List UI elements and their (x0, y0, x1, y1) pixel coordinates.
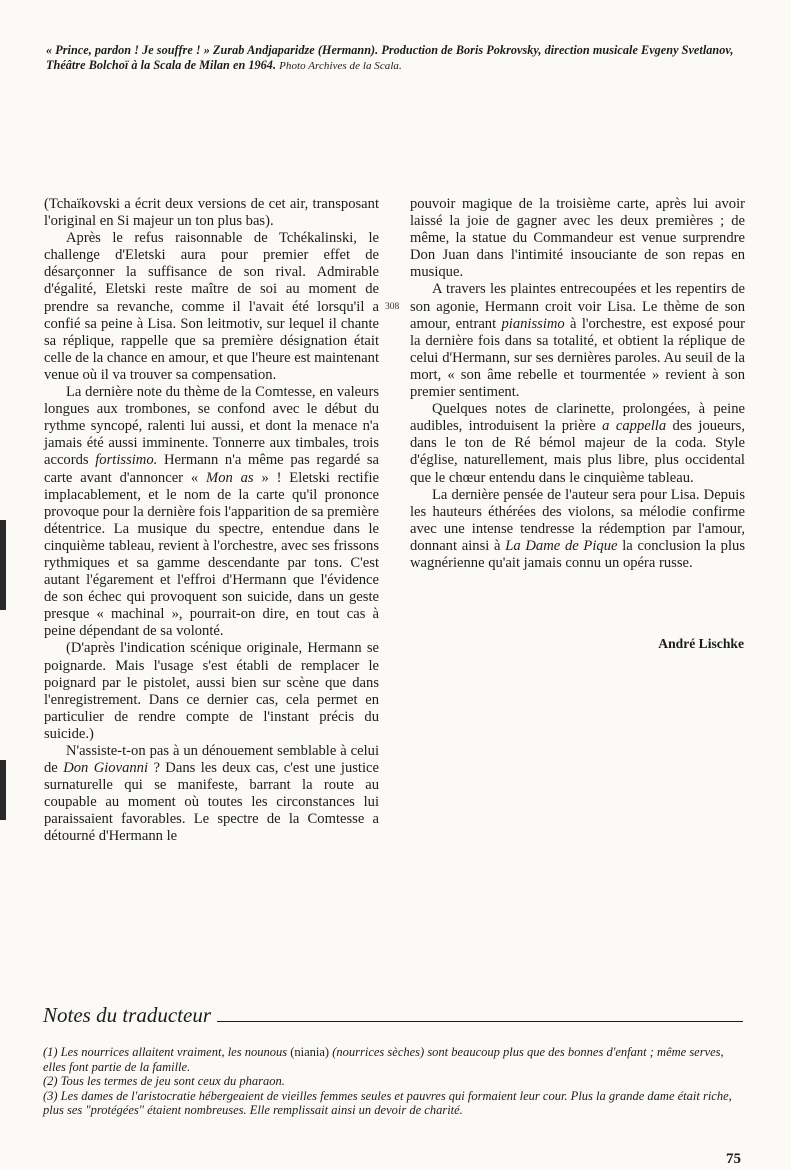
notes-title: Notes du traducteur (43, 1003, 211, 1027)
paragraph: La dernière note du thème de la Comtesse, en valeurs longues aux trombones, se confond avec le début du rythme syncopé, ralenti lui aussi, et dont la menace n'a jamais été aussi imminente. Tonnerre aux timbales, trois accords fortissimo. Hermann n'a même pas regardé sa carte avant d'annoncer « Mon as » ! Eletski rectifie implacablement, et le nom de la carte qu'il prononce provoque pour la dernière fois l'apparition de sa première détentrice. La musique du spectre, entendue dans le cinquième tableau, revient à l'orchestre, avec ses frissons rythmiques et sa gamme descendante par tons. C'est autant l'égarement et l'effroi d'Hermann que l'évidence de son échec qui provoquent son suicide, dans un geste presque « machinal », pourrait-on dire, en tout cas à peine dépendant de sa volonté. (44, 384, 379, 640)
paragraph: (Tchaïkovski a écrit deux versions de cet air, transposant l'original en Si majeur un ton plus bas). (44, 196, 379, 230)
paragraph: Après le refus raisonnable de Tchékalinski, le challenge d'Eletski aura pour premier effet de désarçonner la suffisance de son rival. Admirable d'égalité, Eletski reste maître de soi au moment de prendre sa revanche, comme il l'avait été lorsqu'il a confié sa peine à Lisa. Son leitmotiv, sur lequel il chante sa réplique, rappelle que sa première désignation était celle de la chance en amour, et que l'heure est maintenant venue où il va trouver sa compensation. (44, 230, 379, 383)
translator-notes (43, 1045, 740, 1118)
page-edge-mark (0, 760, 6, 820)
note-item: (1) Les nourrices allaitent vraiment, les nounous (niania) (nourrices sèches) sont beaucoup plus que des bonnes d'enfant ; même serves, elles font partie de la famille. (43, 1045, 724, 1074)
heading-rule (217, 1021, 743, 1022)
author-signature: André Lischke (658, 636, 744, 651)
paragraph: N'assiste-t-on pas à un dénouement semblable à celui de Don Giovanni ? Dans les deux cas, c'est une justice surnaturelle qui se manifeste, barrant la route au coupable au moment où toutes les circonstances lui paraissaient favorables. Le spectre de la Comtesse a détourné d'Hermann le (44, 743, 379, 845)
paragraph: pouvoir magique de la troisième carte, après lui avoir laissé la joie de gagner avec les deux premières ; de même, la statue du Commandeur est venue surprendre Don Juan dans l'intimité insouciante de son repas en musique. (410, 196, 745, 281)
photo-caption (46, 43, 736, 73)
paragraph: A travers les plaintes entrecoupées et les repentirs de son agonie, Hermann croit voir Lisa. Le thème de son amour, entrant pianissimo à l'orchestre, est exposé pour la dernière fois dans sa totalité, et obtient la réplique de celui d'Hermann, sur ses dernières paroles. Au seuil de la mort, « son âme rebelle et tourmentée » revient à son premier sentiment. (410, 281, 746, 401)
margin-reference-number: 308 (385, 302, 400, 312)
photo-credit: Photo Archives de la Scala. (279, 59, 402, 72)
notes-heading (43, 1004, 743, 1026)
left-column (44, 196, 379, 846)
right-column (410, 196, 745, 572)
paragraph: Quelques notes de clarinette, prolongées, à peine audibles, introduisent la prière a cappella des joueurs, dans le ton de Ré bémol majeur de la coda. Style d'église, naturellement, mais plus libre, plus occidental que le chœur entendu dans le cinquième tableau. (410, 401, 745, 486)
page-edge-mark (0, 520, 6, 610)
note-item: (3) Les dames de l'aristocratie hébergeaient de vieilles femmes seules et pauvres qui formaient leur cour. Plus la grande dame était riche, plus ses "protégées" étaient nombreuses. Elle remplissait ainsi un devoir de charité. (43, 1088, 732, 1118)
note-item: (2) Tous les termes de jeu sont ceux du pharaon. (43, 1074, 285, 1089)
paragraph: La dernière pensée de l'auteur sera pour Lisa. Depuis les hauteurs éthérées des violons, sa mélodie confirme avec une intense tendresse la rédemption par l'amour, donnant ainsi à La Dame de Pique la conclusion la plus wagnérienne qu'ait jamais connu un opéra russe. (410, 486, 745, 571)
paragraph: (D'après l'indication scénique originale, Hermann se poignarde. Mais l'usage s'est établi de remplacer le poignard par le pistolet, aussi bien sur scène que dans l'enregistrement. Dans ce dernier cas, cela permet en particulier de rendre compte de l'instant précis du suicide.) (44, 640, 379, 742)
page-number: 75 (726, 1151, 741, 1167)
caption-text: « Prince, pardon ! Je souffre ! » Zurab Andjaparidze (Hermann). Production de Boris Pokrovsky, direction musicale Evgeny Svetlanov, Théâtre Bolchoï à la Scala de Milan en 1964. (46, 43, 734, 72)
